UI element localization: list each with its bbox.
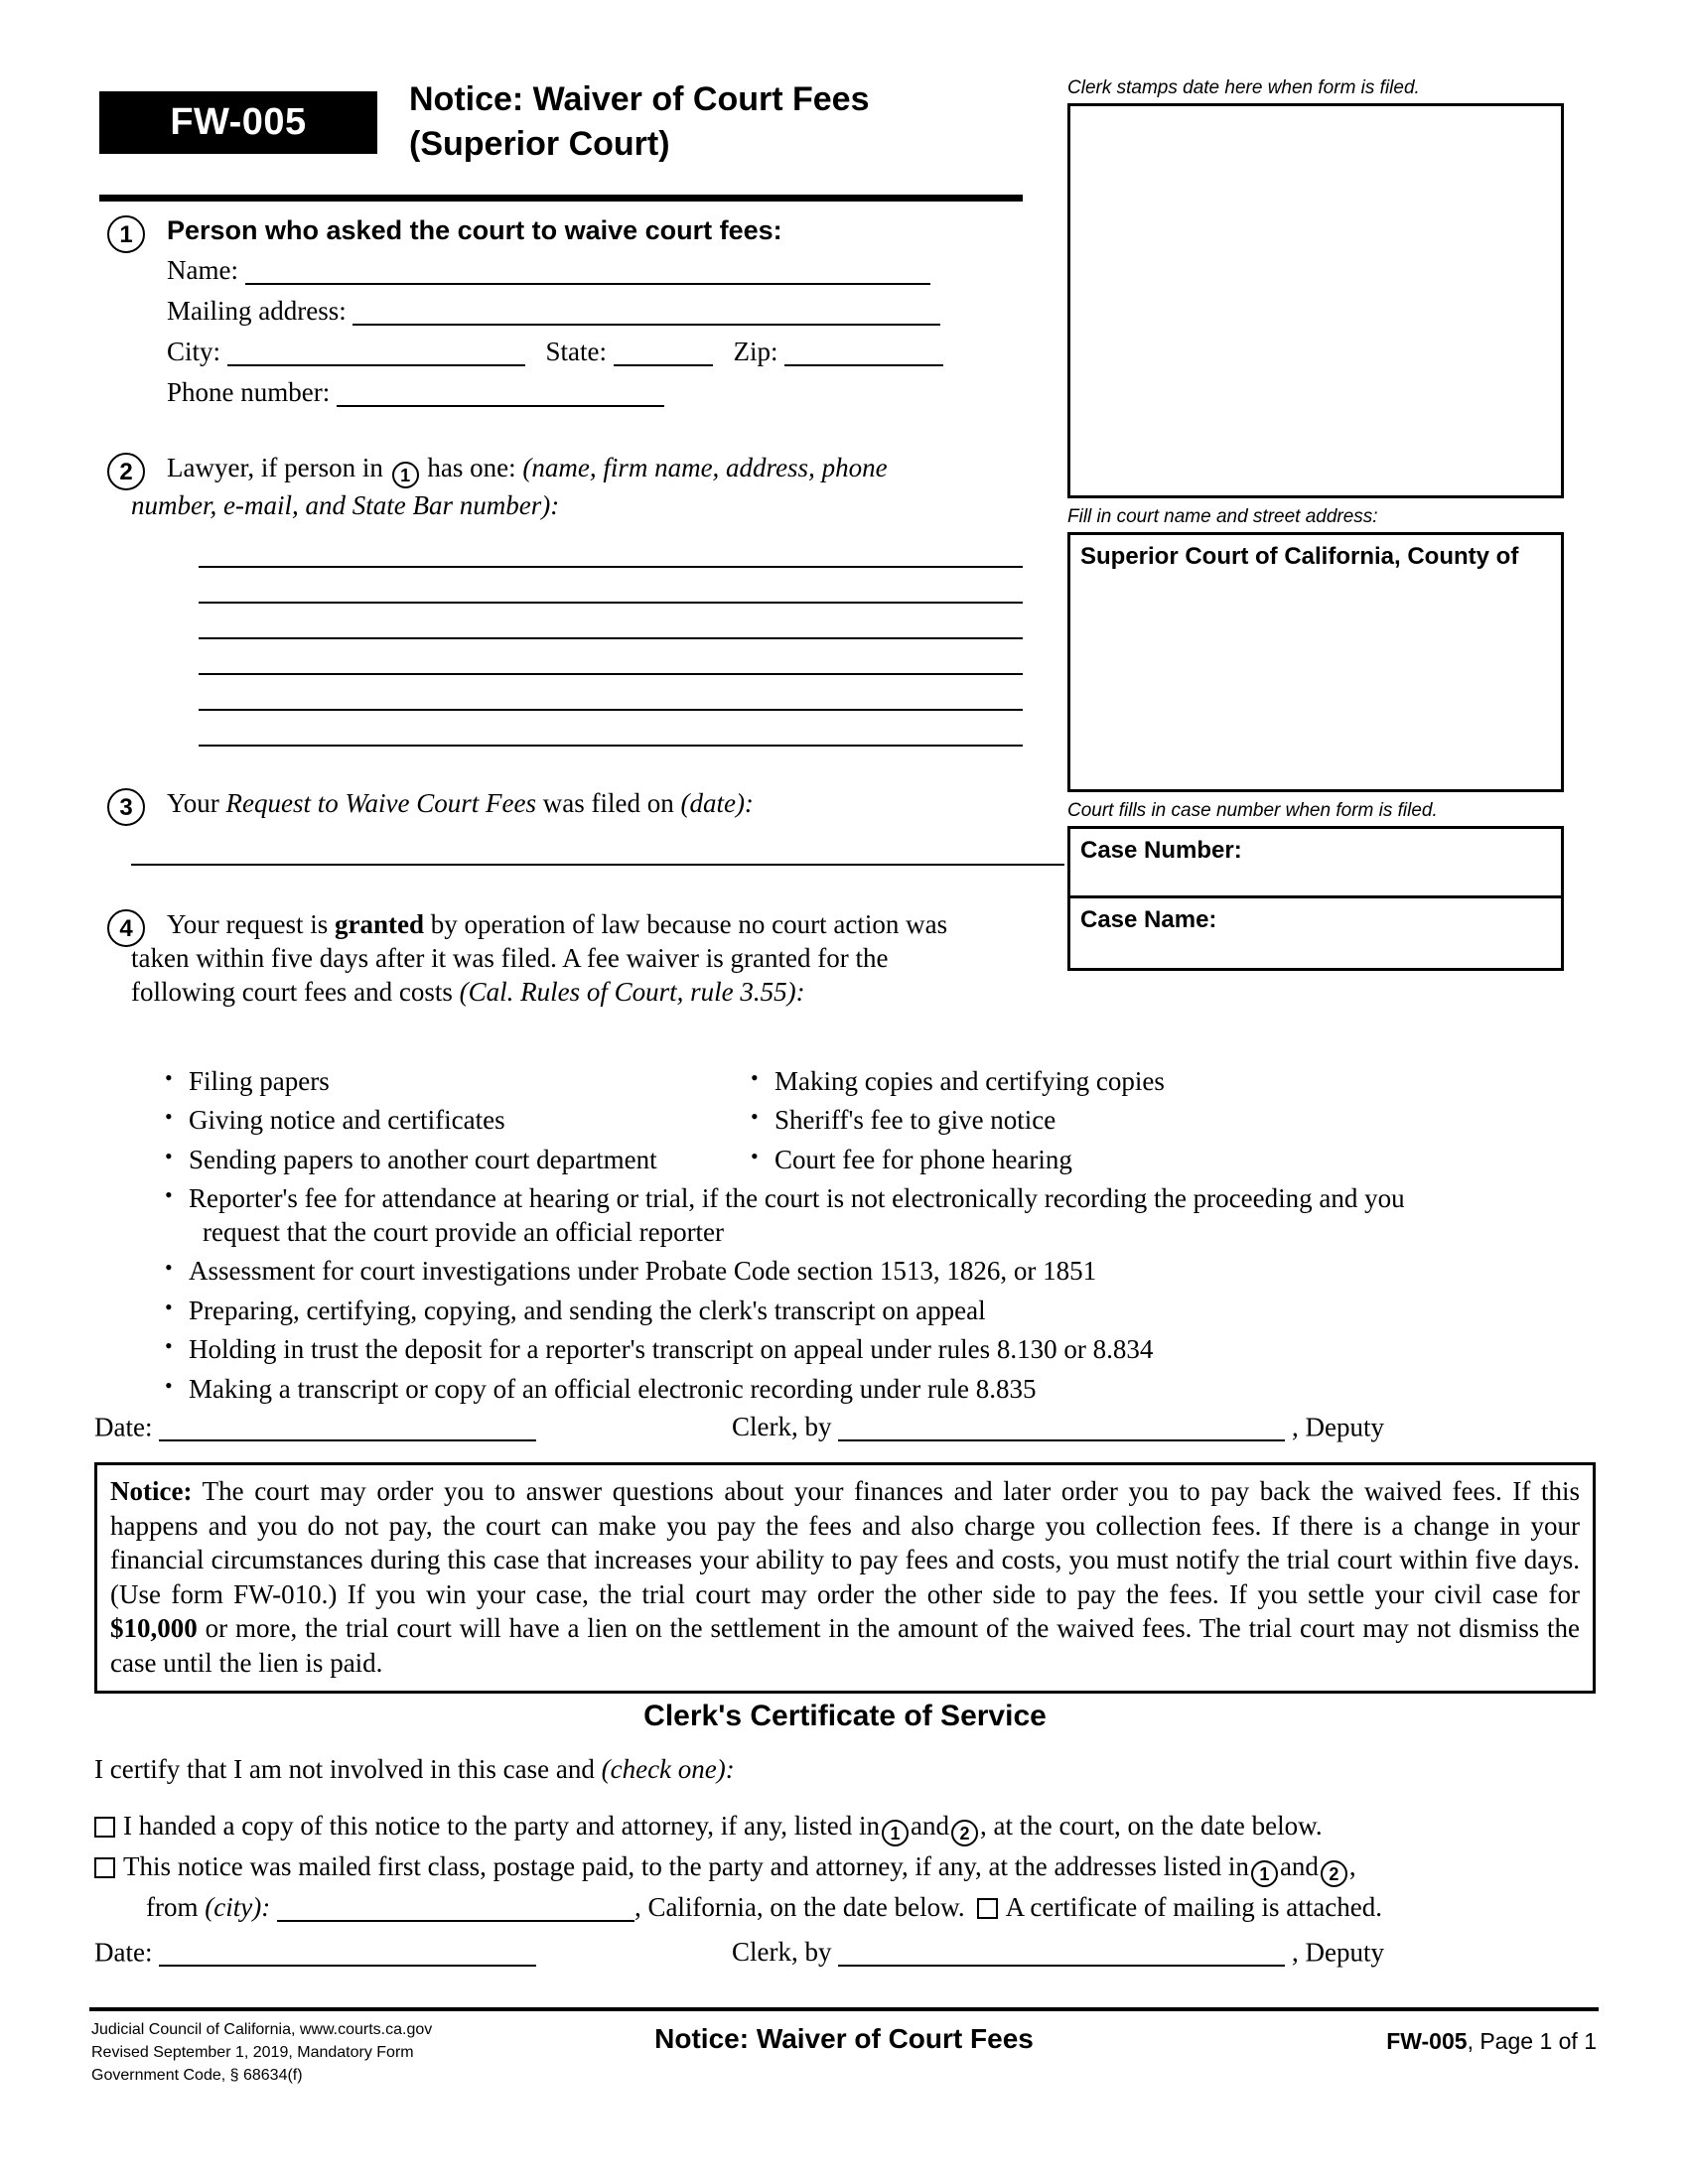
checkbox-mailed-first-class[interactable] — [94, 1857, 115, 1878]
bullet-row — [159, 1104, 1569, 1137]
section-4-line1 — [167, 907, 1170, 941]
step-1-number: 1 — [107, 215, 145, 253]
notice-amount: $10,000 — [110, 1613, 198, 1644]
option2-text-b: , — [1348, 1851, 1356, 1882]
bullet-row — [159, 1182, 1569, 1249]
footer-line-3: Government Code, § 68634(f) — [91, 2067, 303, 2085]
list-item — [159, 1182, 1569, 1249]
bullet-row — [159, 1333, 1569, 1366]
signature-line-top — [94, 1412, 1594, 1442]
list-item: • Assessment for court investigations under Probate Code section 1513, 1826, or 1851 — [159, 1255, 1569, 1288]
mailing-address-row — [167, 294, 1038, 328]
city-label: City: — [167, 337, 221, 367]
section-2-text — [167, 451, 1038, 488]
lawyer-line[interactable] — [199, 532, 1023, 568]
lawyer-line[interactable] — [199, 675, 1023, 711]
section-1-title: Person who asked the court to waive court fees: — [167, 215, 782, 245]
section-4-line2: taken within five days after it was filed. A fee waiver is granted for the — [131, 943, 889, 974]
section-2-lawyer — [99, 451, 1038, 747]
list-item: • Holding in trust the deposit for a reporter's transcript on appeal under rules 8.130 or 8.834 — [159, 1333, 1569, 1366]
mailing-address-input[interactable] — [352, 296, 940, 326]
bullet-row — [159, 1373, 1569, 1406]
right-column — [1067, 77, 1564, 971]
signature-line-bottom — [94, 1937, 1594, 1968]
lawyer-hint-part2: number, e-mail, and State Bar number): — [131, 490, 560, 521]
notice-heading: Notice: — [110, 1476, 193, 1506]
certificate-title: Clerk's Certificate of Service — [643, 1700, 1047, 1732]
granted-text-a: Your request is — [167, 909, 329, 940]
reference-2-icon: 2 — [951, 1820, 978, 1846]
certificate-body — [94, 1752, 1604, 1925]
option1-text-a: I handed a copy of this notice to the party and attorney, if any, listed in — [123, 1811, 881, 1842]
reference-2-icon: 2 — [1321, 1860, 1347, 1887]
lawyer-text-before: Lawyer, if person in — [167, 453, 383, 483]
filed-date-input[interactable] — [131, 836, 1064, 866]
phone-input[interactable] — [337, 377, 664, 407]
header-divider — [99, 195, 1023, 202]
certificate-option-2[interactable] — [94, 1849, 1604, 1887]
certificate-intro — [94, 1752, 1604, 1787]
list-item: • Giving notice and certificates — [159, 1104, 745, 1137]
certificate-intro-text: I certify that I am not involved in this case and — [94, 1754, 595, 1784]
request-form-title: Request to Waive Court Fees — [225, 788, 536, 819]
clerk-by-label-top: Clerk, by — [731, 1412, 832, 1442]
section-4-granted — [99, 907, 1170, 1009]
date-input-top[interactable] — [159, 1412, 536, 1441]
deputy-label-top: , Deputy — [1291, 1412, 1384, 1442]
bullet-row — [159, 1295, 1569, 1327]
case-number-label-hint: Court fills in case number when form is filed. — [1067, 800, 1438, 821]
option1-text-b: , at the court, on the date below. — [980, 1811, 1323, 1842]
footer-page-info — [1386, 2028, 1597, 2055]
rule-citation: (Cal. Rules of Court, rule 3.55): — [459, 977, 805, 1008]
notice-body-tail: or more, the trial court will have a lien on the settlement in the amount of the waived fees. The trial court may not dismiss the case until the lien is paid. — [110, 1613, 1580, 1678]
granted-text-c: following court fees and costs — [131, 977, 453, 1008]
phone-label: Phone number: — [167, 377, 331, 408]
list-item: • Court fee for phone hearing — [745, 1144, 1331, 1176]
date-label-top: Date: — [94, 1412, 153, 1442]
checkbox-handed-copy[interactable] — [94, 1817, 115, 1838]
city-hint: (city): — [205, 1892, 271, 1923]
lawyer-hint-part1: (name, firm name, address, phone — [522, 453, 888, 483]
form-title — [409, 77, 869, 167]
reference-1-icon: 1 — [392, 462, 419, 488]
city-input[interactable] — [227, 337, 525, 366]
case-name-label: Case Name: — [1080, 906, 1217, 933]
granted-text-b: by operation of law because no court action was — [430, 909, 948, 940]
footer-page-number: , Page 1 of 1 — [1467, 2028, 1597, 2054]
list-item-text: Reporter's fee for attendance at hearing or trial, if the court is not electronically recording the proceeding and you — [189, 1183, 1405, 1214]
section-3-filed-date — [99, 786, 1160, 868]
footer-divider — [89, 2007, 1599, 2011]
section-4-line3 — [131, 975, 1170, 1009]
clerk-stamp-box[interactable] — [1067, 103, 1564, 498]
form-title-line2: (Superior Court) — [409, 125, 670, 163]
list-item: • Making copies and certifying copies — [745, 1065, 1331, 1098]
lawyer-line[interactable] — [199, 568, 1023, 604]
case-number-label: Case Number: — [1080, 837, 1242, 864]
check-one-hint: (check one): — [601, 1754, 735, 1784]
list-item: • Sheriff's fee to give notice — [745, 1104, 1331, 1137]
section-3-text — [167, 786, 1160, 820]
filed-text-middle: was filed on — [542, 788, 674, 819]
phone-row — [167, 375, 1038, 409]
lawyer-line[interactable] — [199, 604, 1023, 639]
list-item: • Sending papers to another court department — [159, 1144, 745, 1176]
zip-label: Zip: — [733, 337, 778, 367]
footer-form-title: Notice: Waiver of Court Fees — [654, 2023, 1034, 2054]
case-number-field[interactable] — [1070, 829, 1561, 898]
name-label: Name: — [167, 255, 238, 286]
option2-text-a: This notice was mailed first class, postage paid, to the party and attorney, if any, at the addresses listed in — [123, 1851, 1249, 1882]
clerk-by-label-bottom: Clerk, by — [731, 1937, 832, 1968]
step-2-number: 2 — [107, 453, 145, 490]
section-1-person — [99, 213, 1038, 409]
filed-date-hint: (date): — [680, 788, 754, 819]
mailing-city-input[interactable] — [277, 1892, 634, 1922]
case-name-field[interactable] — [1070, 898, 1561, 968]
lawyer-line[interactable] — [199, 639, 1023, 675]
california-date-text: , California, on the date below. — [633, 1892, 965, 1923]
left-column — [99, 213, 1038, 1015]
waived-fees-list — [159, 1065, 1569, 1412]
filed-text-before: Your — [167, 788, 219, 819]
form-title-line1: Notice: Waiver of Court Fees — [409, 80, 870, 118]
certificate-option-2-line2 — [94, 1890, 1604, 1925]
footer-line-1: Judicial Council of California, www.courts.ca.gov — [91, 2021, 433, 2038]
footer-form-number: FW-005 — [1386, 2028, 1468, 2054]
bullet-row — [159, 1144, 1569, 1176]
lawyer-text-after: has one: — [427, 453, 516, 483]
list-item: • Making a transcript or copy of an official electronic recording under rule 8.835 — [159, 1373, 1569, 1406]
list-item: • Preparing, certifying, copying, and sending the clerk's transcript on appeal — [159, 1295, 1569, 1327]
deputy-label-bottom: , Deputy — [1291, 1937, 1384, 1968]
form-number-badge: FW-005 — [99, 91, 377, 154]
option2-and: and — [1279, 1851, 1319, 1882]
step-4-number: 4 — [107, 909, 145, 947]
checkbox-certificate-attached[interactable] — [977, 1898, 998, 1919]
court-name-label: Fill in court name and street address: — [1067, 506, 1378, 527]
lawyer-line[interactable] — [199, 711, 1023, 747]
notice-warning-box — [94, 1462, 1596, 1694]
footer-line-2: Revised September 1, 2019, Mandatory Form — [91, 2044, 414, 2062]
lawyer-blank-lines — [167, 532, 1038, 747]
option3-text: A certificate of mailing is attached. — [1005, 1892, 1382, 1923]
bullet-row — [159, 1065, 1569, 1098]
reference-1-icon: 1 — [882, 1820, 909, 1846]
option1-and: and — [911, 1811, 950, 1842]
clerk-signature-bottom[interactable] — [838, 1937, 1285, 1967]
state-label: State: — [545, 337, 608, 367]
court-name-value: Superior Court of California, County of — [1080, 543, 1519, 570]
name-row — [167, 253, 1038, 287]
zip-input[interactable] — [784, 337, 943, 366]
court-name-box[interactable] — [1067, 532, 1564, 792]
reference-1-icon: 1 — [1251, 1860, 1278, 1887]
state-input[interactable] — [614, 337, 713, 366]
date-input-bottom[interactable] — [159, 1937, 536, 1967]
bullet-row — [159, 1255, 1569, 1288]
list-item-continuation: request that the court provide an official reporter — [203, 1216, 725, 1247]
name-input[interactable] — [245, 255, 930, 285]
clerk-signature-top[interactable] — [838, 1412, 1285, 1441]
list-item: • Filing papers — [159, 1065, 745, 1098]
mailing-address-label: Mailing address: — [167, 296, 347, 327]
from-label: from — [146, 1892, 199, 1923]
clerk-stamp-label: Clerk stamps date here when form is filed. — [1067, 77, 1420, 98]
notice-body: The court may order you to answer questions about your finances and later order you to pay back the waived fees. If this happens and you do not pay, the court can make you pay the fees and also charge you collection fees. If there is a change in your financial circumstances during this case that increases your ability to pay fees and costs, you must notify the trial court within five days. (Use form FW-010.) If you win your case, the trial court may order the other side to pay the fees. If you settle your civil case for — [110, 1476, 1581, 1609]
step-3-number: 3 — [107, 788, 145, 826]
case-info-box — [1067, 826, 1564, 971]
date-label-bottom: Date: — [94, 1937, 153, 1968]
city-state-zip-row — [167, 335, 1038, 368]
granted-keyword: granted — [335, 909, 425, 940]
certificate-option-1[interactable] — [94, 1809, 1604, 1846]
